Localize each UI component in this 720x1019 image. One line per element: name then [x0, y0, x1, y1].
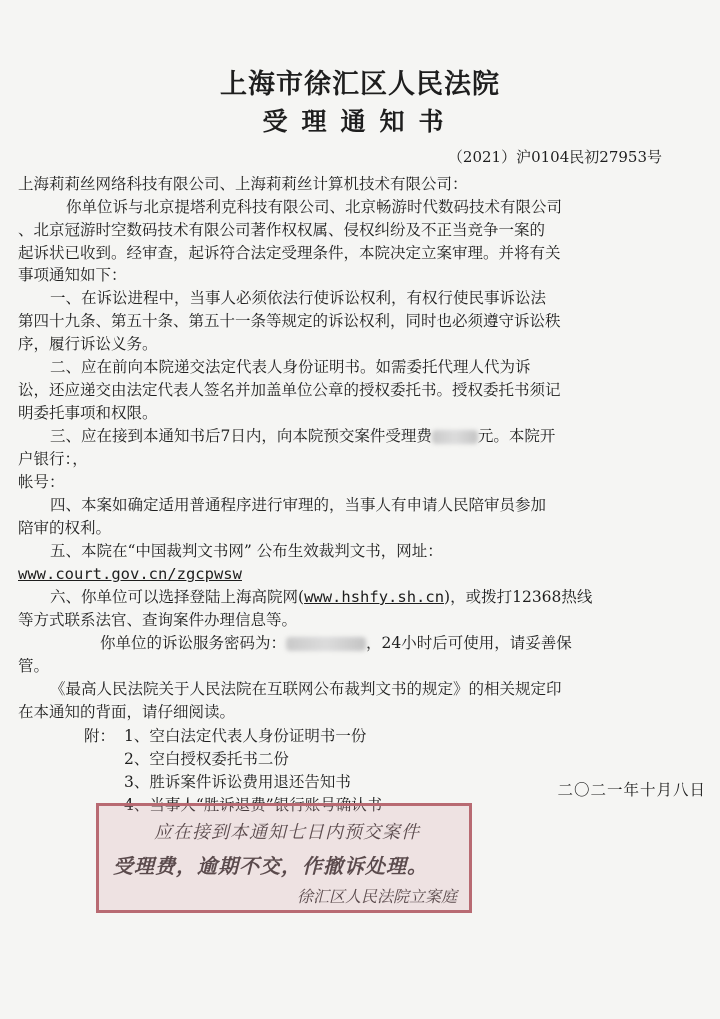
- attachment-item: 4、当事人“胜诉退费”银行账号确认书: [124, 796, 383, 814]
- item-4-line: 陪审的权利。: [18, 519, 112, 537]
- item-6-prefix: 六、你单位可以选择登陆上海高院网(: [50, 588, 305, 606]
- attachments-label: 附：: [84, 727, 116, 745]
- fee-text: 三、应在接到本通知书后7日内，向本院预交案件受理费: [50, 427, 432, 445]
- court-url-link[interactable]: www.court.gov.cn/zgcpwsw: [18, 565, 242, 583]
- attachment-item: 1、空白法定代表人身份证明书一份: [124, 727, 367, 745]
- document-title: 受理通知书: [262, 107, 458, 136]
- item-4-line: 四、本案如确定适用普通程序进行审理的，当事人有申请人民陪审员参加: [50, 496, 547, 514]
- item-2-line: 明委托事项和权限。: [18, 404, 158, 422]
- body-line: 你单位诉与北京提塔利克科技有限公司、北京畅游时代数码技术有限公司: [66, 198, 563, 216]
- hshfy-url-link[interactable]: www.hshfy.sh.cn: [304, 588, 445, 606]
- body-line: 起诉状已收到。经审查，起诉符合法定受理条件，本院决定立案审理。并将有关: [18, 244, 561, 262]
- item-6-line: [50, 587, 592, 607]
- item-1-line: 一、在诉讼进程中，当事人必须依法行使诉讼权利，有权行使民事诉讼法: [50, 289, 547, 307]
- attachment-item: 2、空白授权委托书二份: [124, 750, 289, 768]
- stamp-line: 徐汇区人民法院立案庭: [296, 887, 457, 906]
- item-6-line: 等方式联系法官、查询案件办理信息等。: [18, 611, 298, 629]
- item-2-line: 讼，还应递交由法定代表人签名并加盖单位公章的授权委托书。授权委托书须记: [18, 381, 561, 399]
- password-suffix: ，24小时后可使用，请妥善保: [366, 634, 572, 652]
- password-line: [100, 633, 572, 653]
- password-line-end: 管。: [18, 657, 50, 675]
- rules-line: 《最高人民法院关于人民法院在互联网公布裁判文书的规定》的相关规定印: [50, 680, 562, 698]
- password-prefix: 你单位的诉讼服务密码为：: [100, 634, 287, 652]
- redacted-password: [286, 637, 366, 651]
- fee-text-end: 元。本院开: [477, 427, 556, 445]
- item-6-suffix: )，或拨打12368热线: [444, 588, 593, 606]
- stamp-line: 应在接到本通知七日内预交案件: [154, 822, 420, 843]
- item-3-line: [50, 426, 555, 446]
- item-2-line: 二、应在前向本院递交法定代表人身份证明书。如需委托代理人代为诉: [50, 358, 531, 376]
- case-number: （2021）沪0104民初27953号: [447, 148, 662, 166]
- addressee: 上海莉莉丝网络科技有限公司、上海莉莉丝计算机技术有限公司：: [18, 175, 468, 193]
- stamp-line: 受理费，逾期不交，作撤诉处理。: [113, 854, 428, 878]
- issue-date: 二〇二一年十月八日: [557, 781, 706, 799]
- redacted-fee: [432, 430, 478, 444]
- body-line: 事项通知如下：: [18, 266, 127, 284]
- court-name: 上海市徐汇区人民法院: [220, 69, 500, 100]
- body-line: 、北京冠游时空数码技术有限公司著作权权属、侵权纠纷及不正当竞争一案的: [18, 221, 546, 239]
- bank-line: 户银行：，: [18, 450, 88, 468]
- filing-stamp: [96, 803, 472, 913]
- item-5-line: 五、本院在“中国裁判文书网” 公布生效裁判文书，网址：: [50, 542, 443, 560]
- item-1-line: 序，履行诉讼义务。: [18, 335, 158, 353]
- rules-line: 在本通知的背面，请仔细阅读。: [18, 703, 236, 721]
- item-1-line: 第四十九条、第五十条、第五十一条等规定的诉讼权利，同时也必须遵守诉讼秩: [18, 312, 561, 330]
- account-line: 帐号：: [18, 473, 65, 491]
- attachment-item: 3、胜诉案件诉讼费用退还告知书: [124, 773, 351, 791]
